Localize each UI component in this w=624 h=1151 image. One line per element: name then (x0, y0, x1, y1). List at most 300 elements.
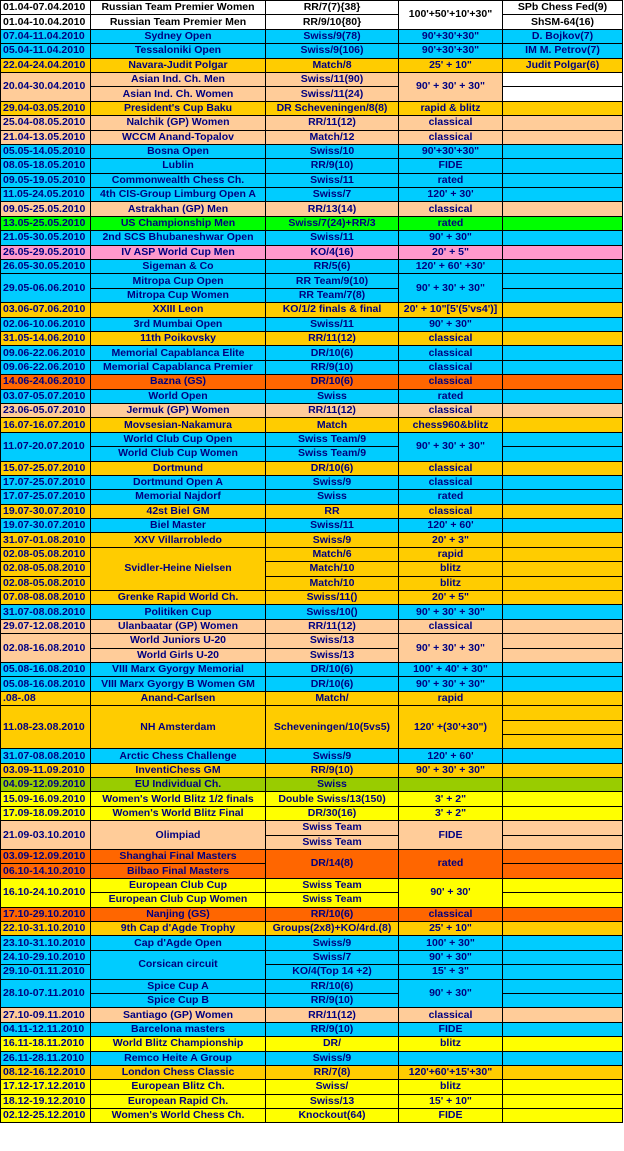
tournament-row (1, 274, 623, 288)
table-cell: Women's World Blitz Final (91, 806, 266, 820)
table-cell: 90' + 30' + 30" (399, 432, 503, 461)
table-cell: Memorial Najdorf (91, 490, 266, 504)
table-cell: Swiss/11 (266, 519, 399, 533)
tournament-row (1, 490, 623, 504)
table-cell (503, 303, 623, 317)
table-cell: 90'+30'+30" (399, 29, 503, 43)
table-cell: Swiss/7(24)+RR/3 (266, 216, 399, 230)
table-cell: Sydney Open (91, 29, 266, 43)
tournament-row (1, 116, 623, 130)
tournament-row (1, 159, 623, 173)
table-cell (503, 950, 623, 964)
table-cell: Nanjing (GS) (91, 907, 266, 921)
table-cell (503, 662, 623, 676)
table-cell: 07.04-11.04.2010 (1, 29, 91, 43)
table-cell: blitz (399, 1080, 503, 1094)
table-cell: Remco Heite A Group (91, 1051, 266, 1065)
table-cell: European Blitz Ch. (91, 1080, 266, 1094)
table-cell: Swiss Team/9 (266, 432, 399, 446)
table-cell: Grenke Rapid World Ch. (91, 591, 266, 605)
tournament-row (1, 447, 623, 461)
table-cell: DR/ (266, 1037, 399, 1051)
tournament-row (1, 936, 623, 950)
table-cell: 3' + 2" (399, 792, 503, 806)
table-cell: 02.06-10.06.2010 (1, 317, 91, 331)
table-cell: 120' +(30'+30") (399, 706, 503, 749)
table-cell: 21.04-13.05.2010 (1, 130, 91, 144)
table-cell: ShSM-64(16) (503, 15, 623, 29)
tournament-row (1, 1037, 623, 1051)
table-cell (503, 993, 623, 1007)
table-cell: classical (399, 403, 503, 417)
tournament-row (1, 533, 623, 547)
table-cell: classical (399, 907, 503, 921)
table-cell: Politiken Cup (91, 605, 266, 619)
table-cell: Asian Ind. Ch. Women (91, 87, 266, 101)
table-cell: RR/11(12) (266, 1008, 399, 1022)
table-cell: RR/11(12) (266, 116, 399, 130)
table-cell: 120' + 60' (399, 749, 503, 763)
table-cell: classical (399, 202, 503, 216)
table-cell: IM M. Petrov(7) (503, 44, 623, 58)
table-cell: Match/ (266, 691, 399, 705)
table-cell: FIDE (399, 1109, 503, 1123)
table-cell (503, 576, 623, 590)
table-cell: 04.11-12.11.2010 (1, 1022, 91, 1036)
table-cell: Jermuk (GP) Women (91, 403, 266, 417)
table-cell: 01.04-07.04.2010 (1, 1, 91, 15)
table-cell: 24.10-29.10.2010 (1, 950, 91, 964)
table-cell: Bazna (GS) (91, 375, 266, 389)
table-cell (503, 792, 623, 806)
table-cell (503, 317, 623, 331)
tournament-row (1, 1008, 623, 1022)
table-cell (399, 778, 503, 792)
table-cell: 20' + 5" (399, 591, 503, 605)
tournament-row (1, 130, 623, 144)
tournament-row (1, 634, 623, 648)
table-cell (503, 202, 623, 216)
tournament-row (1, 850, 623, 864)
table-cell: 90' + 30" (399, 317, 503, 331)
table-cell: 18.12-19.12.2010 (1, 1094, 91, 1108)
table-cell (503, 591, 623, 605)
table-cell: 11.08-23.08.2010 (1, 706, 91, 749)
table-cell: IV ASP World Cup Men (91, 245, 266, 259)
table-cell: rated (399, 850, 503, 879)
table-cell: rated (399, 389, 503, 403)
table-cell: 16.10-24.10.2010 (1, 878, 91, 907)
table-cell: 90' + 30' + 30" (399, 72, 503, 101)
tournament-row (1, 648, 623, 662)
table-cell: World Girls U-20 (91, 648, 266, 662)
tournament-row (1, 475, 623, 489)
table-cell: classical (399, 346, 503, 360)
table-cell: 22.10-31.10.2010 (1, 922, 91, 936)
table-cell: Swiss/9(78) (266, 29, 399, 43)
table-cell: Arctic Chess Challenge (91, 749, 266, 763)
table-cell: Anand-Carlsen (91, 691, 266, 705)
table-cell (503, 216, 623, 230)
table-cell: rapid & blitz (399, 101, 503, 115)
table-cell: 90' + 30" (399, 231, 503, 245)
table-cell: 4th CIS-Group Limburg Open A (91, 188, 266, 202)
table-cell: 3rd Mumbai Open (91, 317, 266, 331)
table-cell (503, 648, 623, 662)
table-cell: 20' + 3" (399, 533, 503, 547)
table-cell: Swiss/ (266, 1080, 399, 1094)
table-cell: 29.05-06.06.2010 (1, 274, 91, 303)
table-cell (503, 389, 623, 403)
table-cell (503, 461, 623, 475)
table-cell (503, 274, 623, 288)
table-cell: 90' + 30' (399, 878, 503, 907)
table-cell (399, 1051, 503, 1065)
table-cell (503, 260, 623, 274)
table-cell: Swiss/13 (266, 648, 399, 662)
table-cell: DR/10(6) (266, 346, 399, 360)
table-cell: Olimpiad (91, 821, 266, 850)
table-cell (503, 1022, 623, 1036)
table-cell: RR/11(12) (266, 331, 399, 345)
table-cell (503, 331, 623, 345)
table-cell: 02.08-05.08.2010 (1, 547, 91, 561)
table-cell (503, 1008, 623, 1022)
table-cell: 03.09-12.09.2010 (1, 850, 91, 864)
table-cell: Memorial Capablanca Premier (91, 360, 266, 374)
table-cell: 21.09-03.10.2010 (1, 821, 91, 850)
table-cell: RR/7(7){38} (266, 1, 399, 15)
tournament-row (1, 188, 623, 202)
table-cell: Tessaloniki Open (91, 44, 266, 58)
tournament-row (1, 1, 623, 15)
table-cell (503, 619, 623, 633)
table-cell (503, 475, 623, 489)
table-cell: Women's World Chess Ch. (91, 1109, 266, 1123)
table-cell: Women's World Blitz 1/2 finals (91, 792, 266, 806)
table-cell: Swiss/9 (266, 936, 399, 950)
table-cell: 09.06-22.06.2010 (1, 360, 91, 374)
table-cell (503, 1094, 623, 1108)
table-cell: Swiss Team/9 (266, 447, 399, 461)
table-cell: 02.08-16.08.2010 (1, 634, 91, 663)
table-cell: classical (399, 331, 503, 345)
table-cell: 31.07-01.08.2010 (1, 533, 91, 547)
table-cell: rapid (399, 691, 503, 705)
table-cell: 2nd SCS Bhubaneshwar Open (91, 231, 266, 245)
table-cell: 03.07-05.07.2010 (1, 389, 91, 403)
table-cell: World Blitz Championship (91, 1037, 266, 1051)
tournament-row (1, 547, 623, 561)
table-cell: Nalchik (GP) Women (91, 116, 266, 130)
table-cell: Shanghai Final Masters (91, 850, 266, 864)
table-cell: Mitropa Cup Open (91, 274, 266, 288)
table-cell: 20' + 10"[5'(5'vs4')] (399, 303, 503, 317)
table-cell: World Juniors U-20 (91, 634, 266, 648)
table-cell (503, 403, 623, 417)
tournament-row (1, 15, 623, 29)
table-cell (503, 245, 623, 259)
table-cell (503, 101, 623, 115)
table-cell: rated (399, 173, 503, 187)
table-cell: Swiss/11() (266, 591, 399, 605)
tournament-row (1, 878, 623, 892)
table-cell: 19.07-30.07.2010 (1, 519, 91, 533)
table-cell: DR/30(16) (266, 806, 399, 820)
tournament-row (1, 317, 623, 331)
table-cell: RR/11(12) (266, 403, 399, 417)
table-cell: Swiss (266, 389, 399, 403)
table-cell (503, 806, 623, 820)
table-cell: DR/10(6) (266, 677, 399, 691)
table-cell: 31.07-08.08.2010 (1, 749, 91, 763)
table-cell (503, 173, 623, 187)
tournament-row (1, 303, 623, 317)
table-cell: 03.06-07.06.2010 (1, 303, 91, 317)
tournament-row (1, 691, 623, 705)
table-cell: Swiss (266, 490, 399, 504)
table-cell (503, 778, 623, 792)
tournament-row (1, 619, 623, 633)
table-cell: 25' + 10" (399, 58, 503, 72)
table-cell: 15.07-25.07.2010 (1, 461, 91, 475)
table-cell: Santiago (GP) Women (91, 1008, 266, 1022)
table-cell: Swiss/9 (266, 533, 399, 547)
table-cell: Asian Ind. Ch. Men (91, 72, 266, 86)
table-cell: Judit Polgar(6) (503, 58, 623, 72)
table-cell: 26.05-30.05.2010 (1, 260, 91, 274)
table-cell: 120'+60'+15'+30" (399, 1065, 503, 1079)
tournament-row (1, 922, 623, 936)
table-cell (503, 734, 623, 748)
table-cell (503, 159, 623, 173)
table-cell: Commonwealth Chess Ch. (91, 173, 266, 187)
table-cell: 15.09-16.09.2010 (1, 792, 91, 806)
table-cell (503, 87, 623, 101)
table-cell: 90' + 30' + 30" (399, 274, 503, 303)
table-cell: Swiss/9 (266, 475, 399, 489)
table-cell: 20.04-30.04.2010 (1, 72, 91, 101)
tournament-calendar-body (1, 1, 623, 1123)
table-cell: 01.04-10.04.2010 (1, 15, 91, 29)
table-cell (503, 1109, 623, 1123)
tournament-row (1, 216, 623, 230)
tournament-row (1, 360, 623, 374)
tournament-row (1, 893, 623, 907)
table-cell: Spice Cup A (91, 979, 266, 993)
table-cell: 09.05-19.05.2010 (1, 173, 91, 187)
table-cell: 25.04-08.05.2010 (1, 116, 91, 130)
table-cell: DR Scheveningen/8(8) (266, 101, 399, 115)
tournament-row (1, 821, 623, 835)
table-cell: rapid (399, 547, 503, 561)
table-cell: 100' + 40' + 30" (399, 662, 503, 676)
tournament-row (1, 58, 623, 72)
tournament-row (1, 591, 623, 605)
tournament-row (1, 87, 623, 101)
table-cell: FIDE (399, 821, 503, 850)
table-cell: World Open (91, 389, 266, 403)
table-cell (503, 346, 623, 360)
tournament-row (1, 288, 623, 302)
table-cell: Dortmund (91, 461, 266, 475)
table-cell: DR/14(8) (266, 850, 399, 879)
table-cell: RR Team/9(10) (266, 274, 399, 288)
tournament-row (1, 346, 623, 360)
table-cell: 14.06-24.06.2010 (1, 375, 91, 389)
tournament-row (1, 375, 623, 389)
table-cell (503, 878, 623, 892)
table-cell: 90' + 30' + 30" (399, 605, 503, 619)
table-cell: 25' + 10" (399, 922, 503, 936)
table-cell: RR/13(14) (266, 202, 399, 216)
table-cell: Swiss/7 (266, 950, 399, 964)
table-cell (503, 936, 623, 950)
tournament-row (1, 749, 623, 763)
table-cell: blitz (399, 576, 503, 590)
table-cell: 11.05-24.05.2010 (1, 188, 91, 202)
table-cell: 90' + 30' + 30" (399, 677, 503, 691)
table-cell: Match/8 (266, 58, 399, 72)
table-cell: KO/4(16) (266, 245, 399, 259)
table-cell: RR/9(10) (266, 993, 399, 1007)
table-cell: Match/10 (266, 576, 399, 590)
table-cell: SPb Chess Fed(9) (503, 1, 623, 15)
table-cell: Russian Team Premier Women (91, 1, 266, 15)
table-cell: Match/10 (266, 562, 399, 576)
table-cell: 22.04-24.04.2010 (1, 58, 91, 72)
table-cell: 11.07-20.07.2010 (1, 432, 91, 461)
table-cell: 27.10-09.11.2010 (1, 1008, 91, 1022)
table-cell (503, 504, 623, 518)
table-cell: 23.06-05.07.2010 (1, 403, 91, 417)
table-cell: 09.06-22.06.2010 (1, 346, 91, 360)
table-cell (503, 763, 623, 777)
table-cell (503, 1037, 623, 1051)
tournament-row (1, 993, 623, 1007)
table-cell: Match (266, 418, 399, 432)
table-cell: RR/9(10) (266, 159, 399, 173)
tournament-row (1, 144, 623, 158)
table-cell: Cap d'Agde Open (91, 936, 266, 950)
table-cell: 26.11-28.11.2010 (1, 1051, 91, 1065)
table-cell: Spice Cup B (91, 993, 266, 1007)
tournament-row (1, 461, 623, 475)
table-cell: Swiss/11 (266, 173, 399, 187)
table-cell (503, 835, 623, 849)
table-cell: 9th Cap d'Agde Trophy (91, 922, 266, 936)
table-cell: Swiss Team (266, 821, 399, 835)
tournament-row (1, 806, 623, 820)
tournament-row (1, 173, 623, 187)
table-cell (503, 850, 623, 864)
table-cell: Swiss Team (266, 835, 399, 849)
table-cell: 100'+50'+10'+30" (399, 1, 503, 30)
table-cell: NH Amsterdam (91, 706, 266, 749)
table-cell: classical (399, 461, 503, 475)
table-cell: VIII Marx Gyorgy Memorial (91, 662, 266, 676)
table-cell (503, 375, 623, 389)
table-cell: World Club Cup Open (91, 432, 266, 446)
tournament-row (1, 44, 623, 58)
table-cell: KO/4(Top 14 +2) (266, 965, 399, 979)
tournament-row (1, 72, 623, 86)
tournament-row (1, 1065, 623, 1079)
table-cell: Swiss/11 (266, 317, 399, 331)
table-cell: 04.09-12.09.2010 (1, 778, 91, 792)
tournament-row (1, 331, 623, 345)
tournament-row (1, 418, 623, 432)
table-cell: blitz (399, 1037, 503, 1051)
table-cell: Swiss/13 (266, 1094, 399, 1108)
table-cell: RR (266, 504, 399, 518)
table-cell (503, 130, 623, 144)
table-cell (503, 821, 623, 835)
table-cell: Swiss/10 (266, 144, 399, 158)
table-cell: XXIII Leon (91, 303, 266, 317)
table-cell (503, 706, 623, 720)
table-cell (503, 533, 623, 547)
table-cell (503, 490, 623, 504)
table-cell: Dortmund Open A (91, 475, 266, 489)
table-cell: 17.10-29.10.2010 (1, 907, 91, 921)
table-cell: 13.05-25.05.2010 (1, 216, 91, 230)
table-cell: President's Cup Baku (91, 101, 266, 115)
table-cell (503, 360, 623, 374)
table-cell: classical (399, 116, 503, 130)
table-cell: FIDE (399, 159, 503, 173)
table-cell: Svidler-Heine Nielsen (91, 547, 266, 590)
table-cell (503, 72, 623, 86)
table-cell: 31.05-14.06.2010 (1, 331, 91, 345)
table-cell: classical (399, 1008, 503, 1022)
table-cell: Swiss/11 (266, 231, 399, 245)
table-cell: Swiss/9 (266, 1051, 399, 1065)
table-cell: DR/10(6) (266, 375, 399, 389)
tournament-row (1, 605, 623, 619)
table-cell: Match/12 (266, 130, 399, 144)
table-cell: European Rapid Ch. (91, 1094, 266, 1108)
table-cell: blitz (399, 562, 503, 576)
table-cell: RR/9(10) (266, 1022, 399, 1036)
table-cell: 15' + 3" (399, 965, 503, 979)
table-cell: Swiss/11(24) (266, 87, 399, 101)
table-cell: Corsican circuit (91, 950, 266, 979)
table-cell: RR Team/7(8) (266, 288, 399, 302)
table-cell: 31.07-08.08.2010 (1, 605, 91, 619)
table-cell: 15' + 10" (399, 1094, 503, 1108)
table-cell: classical (399, 504, 503, 518)
table-cell: 42st Biel GM (91, 504, 266, 518)
table-cell: Sigeman & Co (91, 260, 266, 274)
tournament-row (1, 202, 623, 216)
table-cell: 06.10-14.10.2010 (1, 864, 91, 878)
table-cell: Bilbao Final Masters (91, 864, 266, 878)
tournament-row (1, 950, 623, 964)
table-cell: classical (399, 360, 503, 374)
table-cell: 29.07-12.08.2010 (1, 619, 91, 633)
tournament-row (1, 389, 623, 403)
tournament-row (1, 792, 623, 806)
table-cell (503, 922, 623, 936)
table-cell: classical (399, 619, 503, 633)
table-cell (503, 1065, 623, 1079)
table-cell: 16.11-18.11.2010 (1, 1037, 91, 1051)
table-cell (503, 691, 623, 705)
table-cell: DR/10(6) (266, 461, 399, 475)
table-cell: European Club Cup (91, 878, 266, 892)
tournament-row (1, 519, 623, 533)
